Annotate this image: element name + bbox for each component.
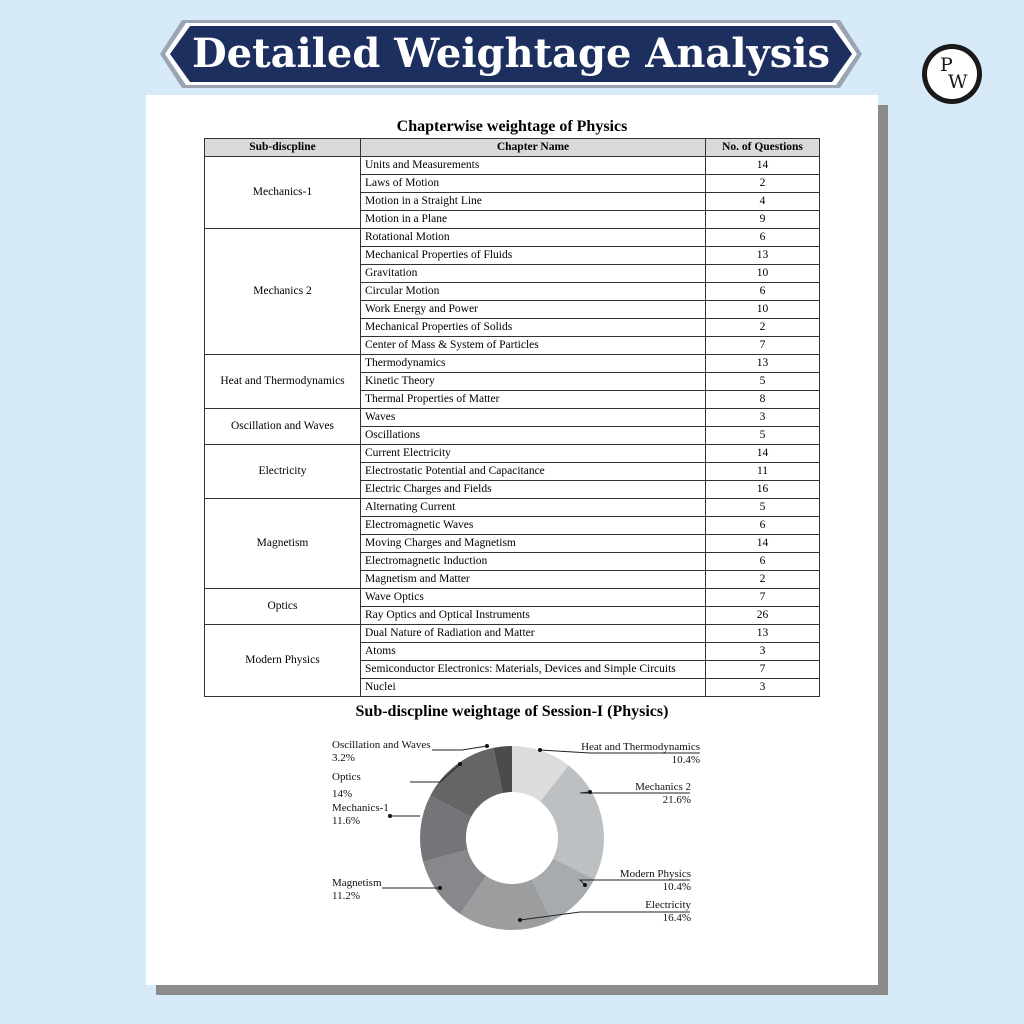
leader-dot — [438, 886, 442, 890]
chapter-cell: Current Electricity — [361, 445, 706, 463]
chapter-cell: Thermodynamics — [361, 355, 706, 373]
question-count-cell: 7 — [706, 661, 820, 679]
subdiscipline-cell: Heat and Thermodynamics — [205, 355, 361, 409]
header-subdiscipline: Sub-discpline — [205, 139, 361, 157]
chapter-cell: Mechanical Properties of Solids — [361, 319, 706, 337]
chapter-cell: Units and Measurements — [361, 157, 706, 175]
chapter-cell: Wave Optics — [361, 589, 706, 607]
chapter-cell: Moving Charges and Magnetism — [361, 535, 706, 553]
leader-dot — [458, 762, 462, 766]
question-count-cell: 7 — [706, 589, 820, 607]
header-questions: No. of Questions — [706, 139, 820, 157]
chapter-cell: Electrostatic Potential and Capacitance — [361, 463, 706, 481]
leader-dot — [538, 748, 542, 752]
chapter-cell: Electromagnetic Waves — [361, 517, 706, 535]
question-count-cell: 7 — [706, 337, 820, 355]
leader-line — [432, 746, 487, 750]
chapter-cell: Electric Charges and Fields — [361, 481, 706, 499]
question-count-cell: 14 — [706, 445, 820, 463]
chapter-cell: Magnetism and Matter — [361, 571, 706, 589]
chapter-cell: Mechanical Properties of Fluids — [361, 247, 706, 265]
subdiscipline-cell: Electricity — [205, 445, 361, 499]
chapter-cell: Rotational Motion — [361, 229, 706, 247]
subdiscipline-cell: Oscillation and Waves — [205, 409, 361, 445]
question-count-cell: 11 — [706, 463, 820, 481]
question-count-cell: 26 — [706, 607, 820, 625]
question-count-cell: 13 — [706, 625, 820, 643]
header-chapter: Chapter Name — [361, 139, 706, 157]
subdiscipline-cell: Optics — [205, 589, 361, 625]
chapter-cell: Kinetic Theory — [361, 373, 706, 391]
table-title: Chapterwise weightage of Physics — [396, 118, 628, 135]
label-mechanics-1: Mechanics-1 11.6% — [332, 802, 389, 827]
question-count-cell: 16 — [706, 481, 820, 499]
leader-dot — [588, 790, 592, 794]
label-oscillation-waves: Oscillation and Waves 3.2% — [332, 739, 431, 764]
question-count-cell: 6 — [706, 517, 820, 535]
chapter-cell: Oscillations — [361, 427, 706, 445]
chapter-cell: Waves — [361, 409, 706, 427]
question-count-cell: 6 — [706, 553, 820, 571]
question-count-cell: 2 — [706, 319, 820, 337]
question-count-cell: 5 — [706, 373, 820, 391]
label-mechanics-2: Mechanics 2 21.6% — [635, 781, 691, 806]
subdiscipline-cell: Mechanics 2 — [205, 229, 361, 355]
subdiscipline-cell: Modern Physics — [205, 625, 361, 697]
chapter-cell: Electromagnetic Induction — [361, 553, 706, 571]
question-count-cell: 5 — [706, 499, 820, 517]
chapter-cell: Atoms — [361, 643, 706, 661]
label-modern-physics: Modern Physics 10.4% — [619, 868, 691, 893]
chapter-cell: Center of Mass & System of Particles — [361, 337, 706, 355]
chart-title: Sub-discpline weightage of Session-I (Physics) — [355, 703, 669, 720]
question-count-cell: 14 — [706, 157, 820, 175]
question-count-cell: 2 — [706, 571, 820, 589]
chapter-cell: Thermal Properties of Matter — [361, 391, 706, 409]
leader-dot — [485, 744, 489, 748]
question-count-cell: 13 — [706, 355, 820, 373]
chapter-cell: Work Energy and Power — [361, 301, 706, 319]
chapter-cell: Gravitation — [361, 265, 706, 283]
chapter-cell: Dual Nature of Radiation and Matter — [361, 625, 706, 643]
leader-dot — [518, 918, 522, 922]
question-count-cell: 6 — [706, 229, 820, 247]
chapter-cell: Alternating Current — [361, 499, 706, 517]
question-count-cell: 2 — [706, 175, 820, 193]
question-count-cell: 14 — [706, 535, 820, 553]
subdiscipline-cell: Magnetism — [205, 499, 361, 589]
label-magnetism: Magnetism 11.2% — [332, 877, 382, 902]
subdiscipline-cell: Mechanics-1 — [205, 157, 361, 229]
label-optics: Optics 14% — [332, 771, 361, 800]
leader-dot — [583, 883, 587, 887]
question-count-cell: 3 — [706, 409, 820, 427]
chapter-cell: Motion in a Straight Line — [361, 193, 706, 211]
chapter-cell: Semiconductor Electronics: Materials, Devices and Simple Circuits — [361, 661, 706, 679]
question-count-cell: 9 — [706, 211, 820, 229]
question-count-cell: 13 — [706, 247, 820, 265]
pw-logo-icon: P W — [922, 44, 982, 104]
question-count-cell: 10 — [706, 265, 820, 283]
question-count-cell: 3 — [706, 679, 820, 697]
label-electricity: Electricity 16.4% — [645, 899, 691, 924]
banner-title: Detailed Weightage Analysis — [191, 30, 831, 77]
chapter-cell: Circular Motion — [361, 283, 706, 301]
chapter-cell: Motion in a Plane — [361, 211, 706, 229]
question-count-cell: 6 — [706, 283, 820, 301]
chapter-cell: Laws of Motion — [361, 175, 706, 193]
chapter-cell: Ray Optics and Optical Instruments — [361, 607, 706, 625]
chapter-cell: Nuclei — [361, 679, 706, 697]
question-count-cell: 8 — [706, 391, 820, 409]
question-count-cell: 4 — [706, 193, 820, 211]
question-count-cell: 10 — [706, 301, 820, 319]
label-heat-thermo: Heat and Thermodynamics 10.4% — [581, 741, 700, 766]
question-count-cell: 3 — [706, 643, 820, 661]
question-count-cell: 5 — [706, 427, 820, 445]
